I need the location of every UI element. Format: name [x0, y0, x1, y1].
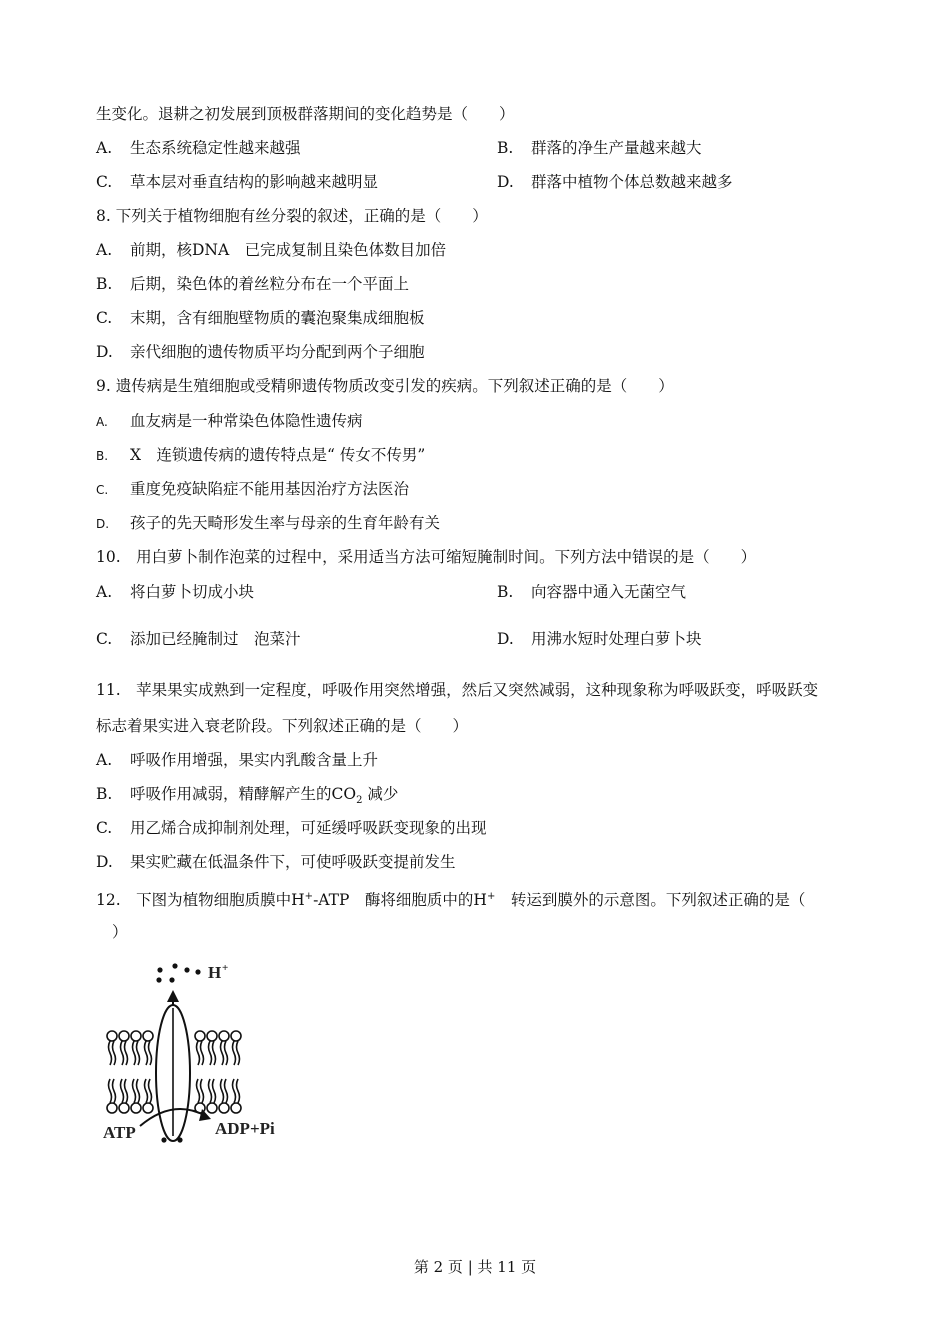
membrane-diagram [98, 958, 298, 1148]
option-label: D. [497, 630, 514, 648]
proton-dot [184, 967, 189, 972]
option-text: 末期，含有细胞壁物质的囊泡聚集成细胞板 [130, 309, 425, 327]
q7-stem-continuation: 生变化。退耕之初发展到顶极群落期间的变化趋势是（ ） [96, 105, 515, 123]
option-label: B. [96, 275, 113, 293]
proton-dot [172, 963, 177, 968]
option-text: 重度免疫缺陷症不能用基因治疗方法医治 [130, 480, 410, 498]
proton-dot [157, 967, 162, 972]
q11-stem-line2: 标志着果实进入衰老阶段。下列叙述正确的是（ ） [96, 717, 469, 735]
q10-option-c [96, 629, 301, 649]
q12-text-mid: -ATP 酶将细胞质中的H [313, 891, 487, 910]
proton-dot [161, 1137, 166, 1142]
q11-option-b [96, 784, 398, 811]
option-text: 亲代细胞的遗传物质平均分配到两个子细胞 [130, 343, 425, 361]
page-footer: 第 2 页 | 共 11 页 [413, 1258, 537, 1276]
transport-arrow-head [167, 990, 179, 1002]
option-label: B. [96, 785, 113, 803]
q11-option-c [96, 818, 487, 838]
q8-option-c [96, 308, 425, 328]
option-label: C. [96, 630, 113, 648]
q7-option-d [497, 172, 733, 192]
q7-option-c [96, 172, 378, 192]
q8-option-d [96, 342, 425, 362]
q11-option-d [96, 852, 456, 872]
option-text: 果实贮藏在低温条件下，可使呼吸跃变提前发生 [130, 853, 456, 871]
option-label: D. [96, 853, 113, 871]
q8-option-b [96, 274, 409, 294]
option-text: 群落中植物个体总数越来越多 [531, 173, 733, 191]
option-text: 用沸水短时处理白萝卜块 [531, 630, 702, 648]
option-text: 向容器中通入无菌空气 [531, 583, 687, 601]
option-label: B. [497, 139, 514, 157]
q12-close-paren: ） [112, 923, 128, 941]
option-label: A. [96, 139, 113, 157]
q9-stem: 9. 遗传病是生殖细胞或受精卵遗传物质改变引发的疾病。下列叙述正确的是（ ） [96, 377, 674, 395]
option-label: A. [96, 241, 113, 259]
q10-stem: 10. 用白萝卜制作泡菜的过程中，采用适当方法可缩短腌制时间。下列方法中错误的是（ ） [96, 548, 757, 566]
option-text-post: 减少 [362, 785, 399, 803]
option-label: B. [497, 583, 514, 601]
proton-dot [156, 977, 161, 982]
option-label: C. [96, 173, 113, 191]
option-label: D. [96, 517, 110, 531]
option-text: 群落的净生产量越来越大 [531, 139, 702, 157]
option-label: D. [497, 173, 514, 191]
adp-pi-label: ADP+Pi [215, 1119, 275, 1138]
h-plus-sup-label: + [222, 962, 229, 974]
q9-option-d [96, 513, 440, 534]
atp-label: ATP [103, 1123, 136, 1142]
q9-option-c [96, 479, 409, 500]
q12-text-post: 转运到膜外的示意图。下列叙述正确的是（ [495, 891, 806, 910]
q7-option-b [497, 138, 702, 158]
q9-option-a [96, 411, 363, 432]
q12-text-pre: 12. 下图为植物细胞质膜中H [96, 891, 305, 910]
option-text: 呼吸作用增强，果实内乳酸含量上升 [130, 751, 379, 769]
option-label: A. [96, 583, 113, 601]
option-text: 血友病是一种常染色体隐性遗传病 [130, 412, 363, 430]
option-text: 将白萝卜切成小块 [130, 583, 255, 601]
option-label: D. [96, 343, 113, 361]
option-text: 生态系统稳定性越来越强 [130, 139, 301, 157]
option-text: X 连锁遗传病的遗传特点是“ 传女不传男” [130, 446, 426, 464]
option-label: A. [96, 415, 108, 429]
q11-stem-line1: 11. 苹果果实成熟到一定程度，呼吸作用突然增强，然后又突然减弱，这种现象称为呼吸跃变，呼吸跃变 [96, 681, 819, 699]
q10-option-a [96, 582, 254, 602]
option-label: C. [96, 819, 113, 837]
lipid-bilayer-left [107, 1031, 153, 1113]
q7-option-a [96, 138, 301, 158]
option-text: 后期，染色体的着丝粒分布在一个平面上 [130, 275, 410, 293]
h-plus-sup: + [304, 891, 314, 902]
option-text: 孩子的先天畸形发生率与母亲的生育年龄有关 [130, 514, 441, 532]
co2-subscript: 2 [356, 795, 363, 807]
option-label: B. [96, 449, 109, 463]
q11-option-a [96, 750, 378, 770]
option-label: C. [96, 483, 109, 497]
q8-option-a [96, 240, 446, 260]
option-text: 前期，核DNA 已完成复制且染色体数目加倍 [130, 241, 447, 259]
proton-dot [195, 969, 200, 974]
q12-stem [96, 887, 805, 910]
proton-dot [177, 1137, 182, 1142]
option-text-pre: 呼吸作用减弱，精酵解产生的CO [130, 785, 357, 803]
option-text: 草本层对垂直结构的影响越来越明显 [130, 173, 379, 191]
q9-option-b [96, 445, 425, 466]
h-plus-sup: + [486, 891, 496, 902]
q8-stem: 8. 下列关于植物细胞有丝分裂的叙述，正确的是（ ） [96, 207, 488, 225]
lipid-bilayer-right [195, 1031, 241, 1113]
option-text: 用乙烯合成抑制剂处理，可延缓呼吸跃变现象的出现 [130, 819, 487, 837]
option-text: 添加已经腌制过 泡菜汁 [130, 630, 301, 648]
h-atpase-membrane-figure [98, 958, 298, 1152]
proton-dot [169, 977, 174, 982]
q10-option-d [497, 629, 702, 649]
option-label: A. [96, 751, 113, 769]
q10-option-b [497, 582, 686, 602]
h-plus-label: H [208, 963, 222, 982]
option-label: C. [96, 309, 113, 327]
